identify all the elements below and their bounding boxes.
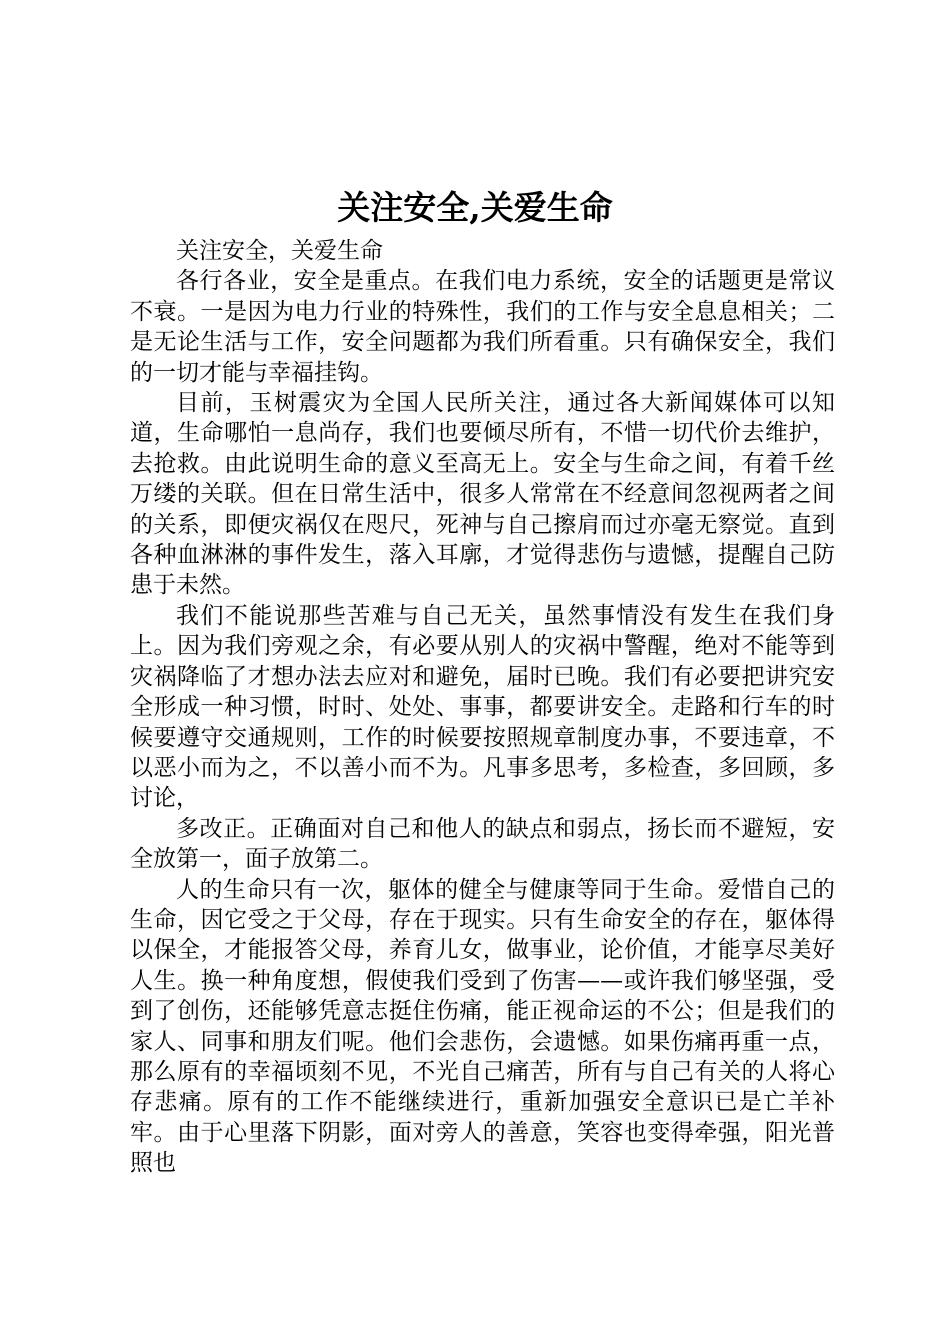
paragraph: 各行各业，安全是重点。在我们电力系统，安全的话题更是常议不衰。一是因为电力行业的特殊性，我们的工作与安全息息相关；二是无论生活与工作，安全问题都为我们所看重。只有确保安全，我们的一切才能与幸福挂钩。 [130,268,835,386]
paragraph: 我们不能说那些苦难与自己无关，虽然事情没有发生在我们身上。因为我们旁观之余，有必要从别人的灾祸中警醒，绝对不能等到灾祸降临了才想办法去应对和避免，届时已晚。我们有必要把讲究安全形成一种习惯，时时、处处、事事，都要讲安全。走路和行车的时候要遵守交通规则，工作的时候要按照规章制度办事，不要违章，不以恶小而为之，不以善小而不为。凡事多思考，多检查，多回顾，多讨论， [130,602,835,812]
document-title: 关注安全,关爱生命 [337,188,613,227]
document-body [130,236,835,1179]
paragraph: 目前，玉树震灾为全国人民所关注，通过各大新闻媒体可以知道，生命哪怕一息尚存，我们也要倾尽所有，不惜一切代价去维护，去抢救。由此说明生命的意义至高无上。安全与生命之间，有着千丝万缕的关联。但在日常生活中，很多人常常在不经意间忽视两者之间的关系，即便灾祸仅在咫尺，死神与自己擦肩而过亦毫无察觉。直到各种血淋淋的事件发生，落入耳廓，才觉得悲伤与遗憾，提醒自己防患于未然。 [130,390,835,599]
paragraph: 人的生命只有一次，躯体的健全与健康等同于生命。爱惜自己的生命，因它受之于父母，存在于现实。只有生命安全的存在，躯体得以保全，才能报答父母，养育儿女，做事业，论价值，才能享尽美好人生。换一种角度想，假使我们受到了伤害——或许我们够坚强，受到了创伤，还能够凭意志挺住伤痛，能正视命运的不公；但是我们的家人、同事和朋友们呢。他们会悲伤，会遗憾。如果伤痛再重一点，那么原有的幸福顷刻不见，不光自己痛苦，所有与自己有关的人将心存悲痛。原有的工作不能继续进行，重新加强安全意识已是亡羊补牢。由于心里落下阴影，面对旁人的善意，笑容也变得牵强，阳光普照也 [130,876,835,1177]
paragraph: 多改正。正确面对自己和他人的缺点和弱点，扬长而不避短，安全放第一，面子放第二。 [130,815,835,873]
paragraph-subtitle: 关注安全，关爱生命 [176,238,383,264]
